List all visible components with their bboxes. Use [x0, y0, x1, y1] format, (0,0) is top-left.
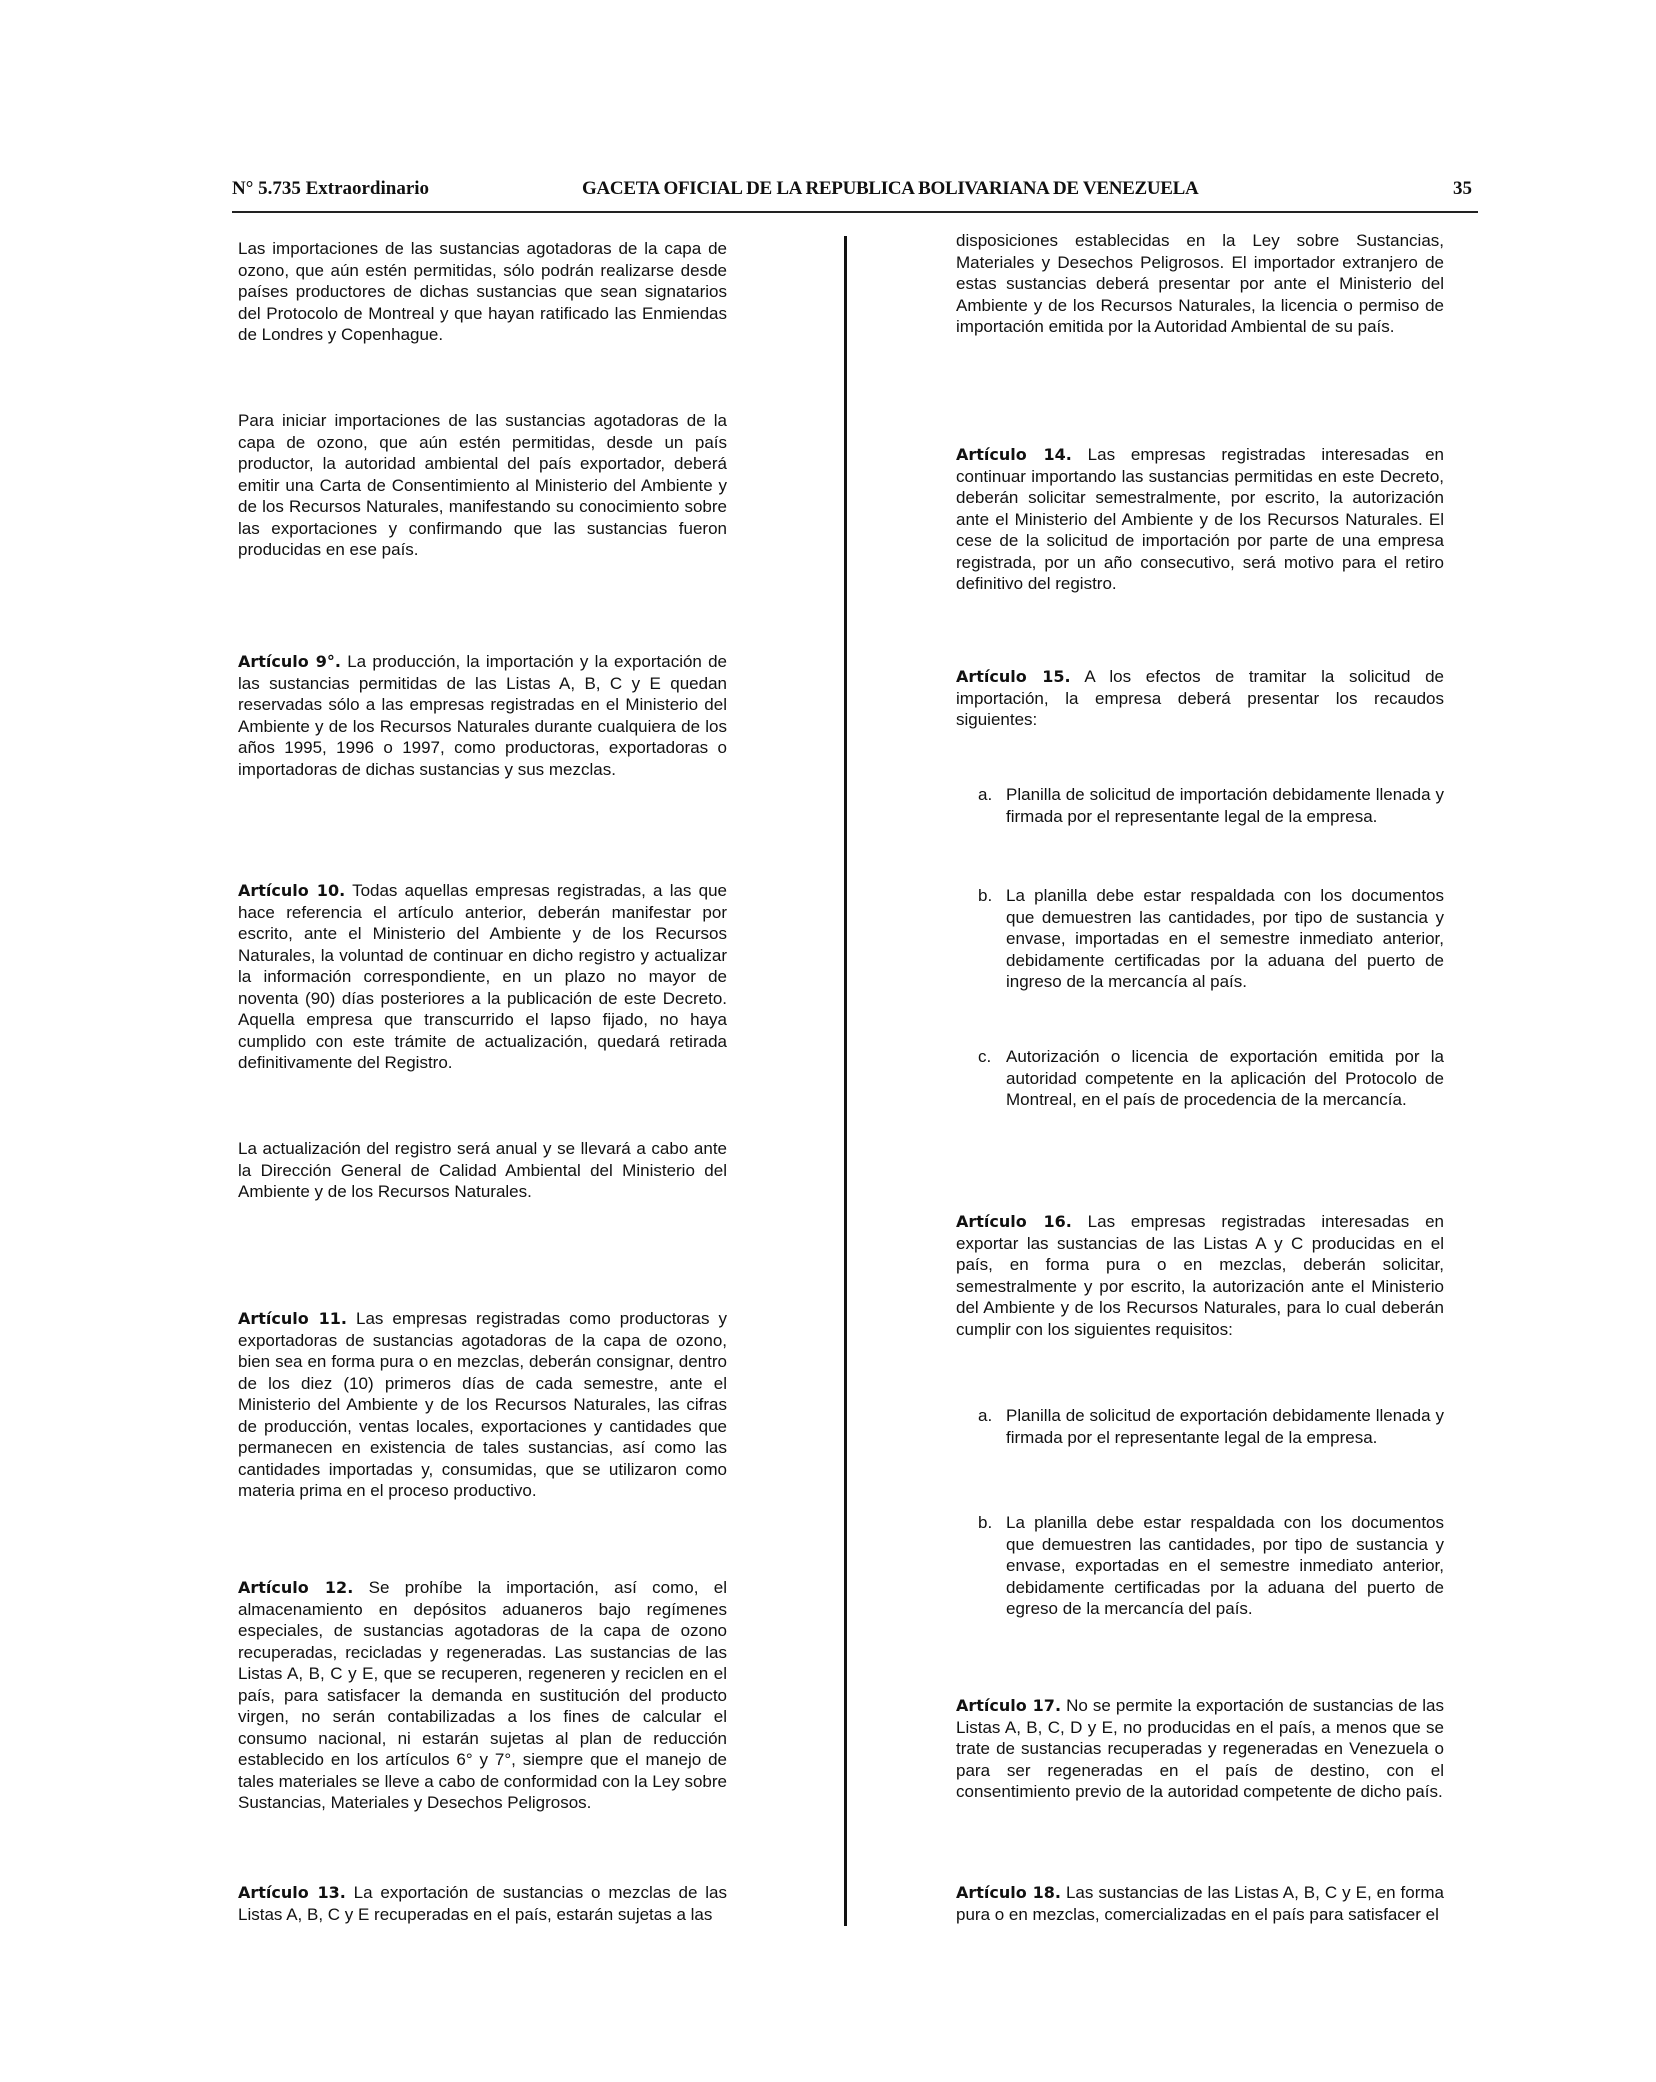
- article-18-text: Las sustancias de las Listas A, B, C y E, en forma pura o en mezclas, comercializadas en el país para satisfacer el: [956, 1883, 1445, 1924]
- article-16-label: Artículo 16.: [956, 1212, 1072, 1231]
- article-16-text: Las empresas registradas interesadas en exportar las sustancias de las Listas A y C producidas en el país, en forma pura o en mezclas, deberán solicitar, semestralmente y por escrito, la autorización ante el Ministerio del Ambiente y de los Recursos Naturales, para lo cual deberán cumplir con los siguientes requisitos:: [956, 1212, 1444, 1339]
- article-16: [956, 1211, 1444, 1340]
- page-header: [232, 178, 1478, 210]
- list-marker: c.: [978, 1047, 992, 1066]
- list-item-text: Planilla de solicitud de importación debidamente llenada y firmada por el representante legal de la empresa.: [1006, 785, 1444, 826]
- article-12-label: Artículo 12.: [238, 1578, 354, 1597]
- article-10-text: Todas aquellas empresas registradas, a las que hace referencia el artículo anterior, deberán manifestar por escrito, ante el Ministerio del Ambiente y de los Recursos Naturales, la voluntad de continuar en dicho registro y actualizar la información correspondiente, en un plazo no mayor de noventa (90) días posteriores a la publicación de este Decreto. Aquella empresa que transcurrido el lapso fijado, no haya cumplido con este trámite de actualización, quedará retirada definitivamente del Registro.: [238, 881, 727, 1072]
- article-15: [956, 666, 1444, 731]
- list-marker: b.: [978, 1513, 993, 1532]
- article-12: [238, 1577, 727, 1814]
- article-9-text: La producción, la importación y la exportación de las sustancias permitidas de las Listas A, B, C y E quedan reservadas sólo a las empresas registradas en el Ministerio del Ambiente y de los Recursos Naturales durante cualquiera de los años 1995, 1996 o 1997, como productoras, exportadoras o importadoras de dichas sustancias y sus mezclas.: [238, 652, 727, 779]
- article-15-label: Artículo 15.: [956, 667, 1071, 686]
- list-item-text: La planilla debe estar respaldada con los documentos que demuestren las cantidades, por tipo de sustancia y envase, exportadas en el semestre inmediato anterior, debidamente certificadas por la aduana del puerto de egreso de la mercancía del país.: [1006, 1513, 1444, 1618]
- article-18: [956, 1882, 1444, 1925]
- article-16-item-a: [980, 1405, 1444, 1448]
- paragraph-carta-consentimiento: Para iniciar importaciones de las sustancias agotadoras de la capa de ozono, que aún estén permitidas, desde un país productor, la autoridad ambiental del país exportador, deberá emitir una Carta de Consentimiento al Ministerio del Ambiente y de los Recursos Naturales, manifestando su conocimiento sobre las exportaciones y confirmando que las sustancias fueron producidas en ese país.: [238, 411, 727, 559]
- list-marker: b.: [978, 886, 993, 905]
- article-13-text: La exportación de sustancias o mezclas de las Listas A, B, C y E recuperadas en el país, estarán sujetas a las: [238, 1883, 727, 1924]
- article-17: [956, 1695, 1444, 1803]
- article-17-text: No se permite la exportación de sustancias de las Listas A, B, C, D y E, no producidas en el país, a menos que se trate de sustancias recuperadas y regeneradas en Venezuela o para ser regeneradas en el país de destino, con el consentimiento previo de la autoridad competente de dicho país.: [956, 1696, 1444, 1801]
- paragraph-importaciones: Las importaciones de las sustancias agotadoras de la capa de ozono, que aún estén permitidas, sólo podrán realizarse desde países productores de dichas sustancias que sean signatarios del Protocolo de Montreal y que hayan ratificado las Enmiendas de Londres y Copenhague.: [238, 239, 727, 344]
- gazette-title: GACETA OFICIAL DE LA REPUBLICA BOLIVARIANA DE VENEZUELA: [582, 178, 1199, 199]
- article-12-text: Se prohíbe la importación, así como, el almacenamiento en depósitos aduaneros bajo regímenes especiales, de sustancias agotadoras de la capa de ozono recuperadas, recicladas y regeneradas. Las sustancias de las Listas A, B, C y E, que se recuperen, regeneren y reciclen en el país, para satisfacer la demanda en sustitución del producto virgen, no serán contabilizadas a los fines de calcular el consumo nacional, ni estarán sujetas al plan de reducción establecido en los artículos 6° y 7°, siempre que el manejo de tales materiales se lleve a cabo de conformidad con la Ley sobre Sustancias, Materiales y Desechos Peligrosos.: [238, 1578, 728, 1812]
- article-17-label: Artículo 17.: [956, 1696, 1062, 1715]
- article-15-item-a: [980, 784, 1444, 827]
- paragraph-actualizacion-registro: La actualización del registro será anual y se llevará a cabo ante la Dirección General de Calidad Ambiental del Ministerio del Ambiente y de los Recursos Naturales.: [238, 1139, 727, 1201]
- article-16-item-b: [980, 1512, 1444, 1620]
- article-10: [238, 880, 727, 1074]
- article-10-label: Artículo 10.: [238, 881, 346, 900]
- page-number: 35: [1453, 178, 1472, 199]
- article-14-text: Las empresas registradas interesadas en continuar importando las sustancias permitidas en este Decreto, deberán solicitar semestralmente, por escrito, la autorización ante el Ministerio del Ambiente y de los Recursos Naturales. El cese de la solicitud de importación por parte de una empresa registrada, por un año consecutivo, será motivo para el retiro definitivo del registro.: [956, 445, 1444, 593]
- article-14-label: Artículo 14.: [956, 445, 1072, 464]
- article-11-text: Las empresas registradas como productoras y exportadoras de sustancias agotadoras de la capa de ozono, bien sea en forma pura o en mezclas, deberán consignar, dentro de los diez (10) primeros días de cada semestre, ante el Ministerio del Ambiente y de los Recursos Naturales, las cifras de producción, ventas locales, exportaciones y cantidades que permanecen en existencia de tales sustancias, así como las cantidades importadas y, consumidas, que se utilizaron como materia prima en el proceso productivo.: [238, 1309, 728, 1500]
- article-15-item-c: [980, 1046, 1444, 1111]
- article-18-label: Artículo 18.: [956, 1883, 1061, 1902]
- issue-number: N° 5.735 Extraordinario: [232, 178, 430, 199]
- article-14: [956, 444, 1444, 595]
- article-9: [238, 651, 727, 780]
- article-11: [238, 1308, 727, 1502]
- article-15-text: A los efectos de tramitar la solicitud de importación, la empresa deberá presentar los recaudos siguientes:: [956, 667, 1444, 729]
- article-9-label: Artículo 9°.: [238, 652, 342, 671]
- paragraph-continuation: disposiciones establecidas en la Ley sobre Sustancias, Materiales y Desechos Peligrosos. El importador extranjero de estas sustancias deberá presentar por ante el Ministerio del Ambiente y de los Recursos Naturales, la licencia o permiso de importación emitida por la Autoridad Ambiental de su país.: [956, 231, 1444, 336]
- column-divider: [844, 236, 847, 1926]
- list-marker: a.: [978, 1406, 993, 1425]
- header-divider: [232, 211, 1478, 213]
- article-15-item-b: [980, 885, 1444, 993]
- list-item-text: Planilla de solicitud de exportación debidamente llenada y firmada por el representante legal de la empresa.: [1006, 1406, 1444, 1447]
- list-marker: a.: [978, 785, 993, 804]
- article-13-label: Artículo 13.: [238, 1883, 346, 1902]
- list-item-text: La planilla debe estar respaldada con los documentos que demuestren las cantidades, por tipo de sustancia y envase, importadas en el semestre inmediato anterior, debidamente certificadas por la aduana del puerto de ingreso de la mercancía al país.: [1006, 886, 1444, 991]
- list-item-text: Autorización o licencia de exportación emitida por la autoridad competente en la aplicación del Protocolo de Montreal, en el país de procedencia de la mercancía.: [1006, 1047, 1444, 1109]
- article-11-label: Artículo 11.: [238, 1309, 347, 1328]
- article-13: [238, 1882, 727, 1925]
